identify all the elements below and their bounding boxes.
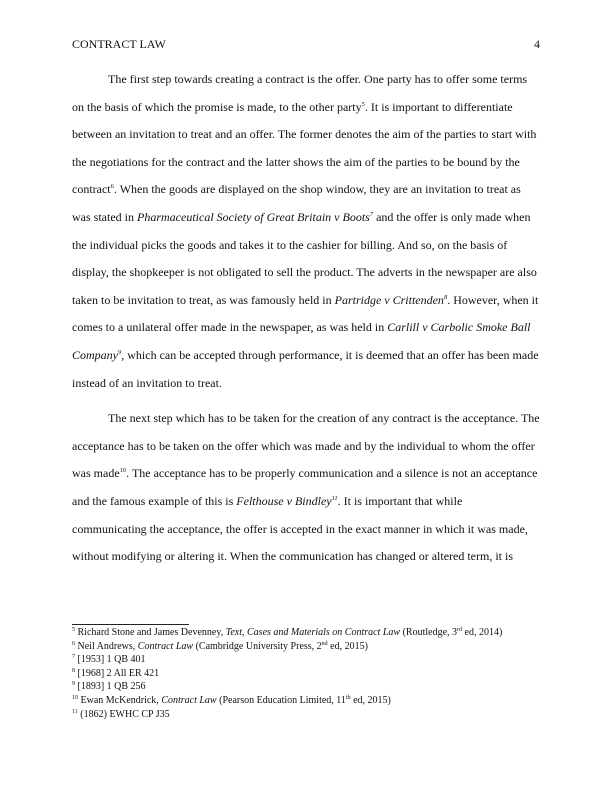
text-line: [72, 405, 544, 433]
footnote-marker: 5: [361, 100, 365, 108]
text-run: comes to a unilateral offer made in the newspaper, as was held in: [72, 320, 388, 335]
footnote-separator: [72, 624, 189, 625]
footnote-marker: 5: [72, 627, 75, 633]
footnote-marker: 6: [110, 183, 114, 191]
text-line: [72, 66, 544, 94]
paragraph: [72, 405, 544, 571]
text-run: display, the shopkeeper is not obligated to sell the product. The adverts in the newspaper are also: [72, 265, 537, 280]
footnote: [72, 708, 544, 722]
text-run: [1968] 2 All ER 421: [75, 667, 160, 679]
text-run: the individual picks the goods and takes it to the cashier for billing. And so, on the basis of: [72, 237, 508, 252]
text-run: The next step which has to be taken for the creation of any contract is the acceptance. The: [108, 411, 540, 426]
text-run: . However, when it: [447, 292, 539, 307]
text-run: without modifying or altering it. When the communication has changed or altered term, it is: [72, 549, 513, 564]
footnotes: [72, 626, 544, 721]
running-head: CONTRACT LAW: [72, 37, 166, 51]
text-line: [72, 516, 544, 544]
footnote-marker: 10: [119, 467, 127, 475]
italic-citation: Contract Law: [161, 694, 217, 706]
footnote-marker: 7: [369, 210, 374, 218]
footnote: [72, 653, 544, 667]
text-run: (Pearson Education Limited, 11: [216, 694, 346, 706]
text-run: The first step towards creating a contract is the offer. One party has to offer some terms: [108, 72, 528, 86]
footnote-marker: 8: [72, 667, 75, 674]
text-run: [1893] 1 QB 256: [75, 681, 146, 693]
text-run: the negotiations for the contract and the latter shows the aim of the parties to be bound by the: [72, 154, 520, 169]
footnote-marker: rd: [457, 627, 463, 633]
text-line: [72, 121, 544, 149]
text-run: ed, 2015): [350, 694, 391, 706]
text-run: . It is important that while: [337, 493, 463, 508]
text-run: (Cambridge University Press, 2: [193, 640, 322, 652]
footnote-marker: nd: [321, 640, 328, 647]
text-line: [72, 232, 544, 260]
text-run: (Routledge, 3: [400, 627, 458, 638]
text-run: Richard Stone and James Devenney,: [75, 627, 226, 638]
body-text: [72, 66, 544, 571]
text-run: communicating the acceptance, the offer is accepted in the exact manner in which it was made,: [72, 521, 528, 536]
text-run: (1862) EWHC CP J35: [77, 708, 170, 720]
footnote-marker: th: [345, 694, 351, 701]
text-run: [1953] 1 QB 401: [75, 654, 146, 666]
text-line: [72, 314, 544, 342]
footnote: [72, 680, 544, 694]
text-run: . The acceptance has to be properly communication and a silence is not an acceptance: [126, 466, 538, 481]
text-run: contract: [72, 182, 111, 197]
italic-citation: Felthouse v Bindley: [236, 493, 332, 508]
footnote-marker: 9: [118, 348, 122, 356]
footnote-marker: 6: [72, 640, 75, 647]
text-line: [72, 543, 544, 571]
footnote-marker: 8: [443, 293, 448, 301]
text-line: [72, 94, 544, 122]
footnote: [72, 626, 544, 640]
italic-citation: Contract Law: [137, 640, 194, 652]
text-line: [72, 433, 544, 461]
text-line: [72, 204, 544, 232]
footnote: [72, 640, 544, 654]
paragraph: [72, 66, 544, 397]
text-run: . When the goods are displayed on the shop window, they are an invitation to treat as: [113, 182, 521, 197]
text-run: Neil Andrews,: [75, 640, 138, 652]
footnote-marker: 10: [72, 694, 78, 701]
italic-citation: Partridge v Crittenden: [334, 292, 444, 307]
footnote-marker: 9: [72, 681, 75, 688]
text-line: [72, 460, 544, 488]
text-run: ed, 2015): [327, 640, 368, 652]
text-line: [72, 149, 544, 177]
text-run: . It is important to differentiate: [364, 99, 513, 114]
footnote-marker: 11: [72, 708, 78, 715]
text-line: [72, 287, 544, 315]
text-line: [72, 176, 544, 204]
text-run: between an invitation to treat and an offer. The former denotes the aim of the parties to start with: [72, 127, 537, 142]
italic-citation: Pharmaceutical Society of Great Britain v Boots: [137, 209, 370, 224]
footnote-marker: 11: [331, 494, 338, 502]
text-run: and the offer is only made when: [373, 209, 531, 224]
text-line: [72, 342, 544, 370]
text-run: ed, 2014): [462, 627, 503, 638]
text-run: taken to be invitation to treat, as was famously held in: [72, 292, 335, 307]
text-run: was made: [72, 466, 120, 481]
text-run: instead of an invitation to treat.: [72, 375, 222, 390]
text-run: , which can be accepted through performance, it is deemed that an offer has been made: [121, 347, 539, 362]
footnote-marker: 7: [72, 654, 75, 661]
text-run: on the basis of which the promise is made, to the other party: [72, 99, 362, 114]
text-run: Ewan McKendrick,: [78, 694, 162, 706]
text-run: acceptance has to be taken on the offer which was made and by the individual to whom the offer: [72, 438, 535, 453]
italic-citation: Carlill v Carbolic Smoke Ball: [387, 320, 531, 335]
text-run: and the famous example of this is: [72, 493, 237, 508]
italic-citation: Company: [72, 347, 118, 362]
text-line: [72, 488, 544, 516]
text-line: [72, 259, 544, 287]
page-number: 4: [534, 37, 540, 51]
text-line: [72, 370, 544, 398]
footnote: [72, 667, 544, 681]
italic-citation: Text, Cases and Materials on Contract Law: [225, 627, 401, 638]
footnote: [72, 694, 544, 708]
text-run: was stated in: [72, 209, 137, 224]
